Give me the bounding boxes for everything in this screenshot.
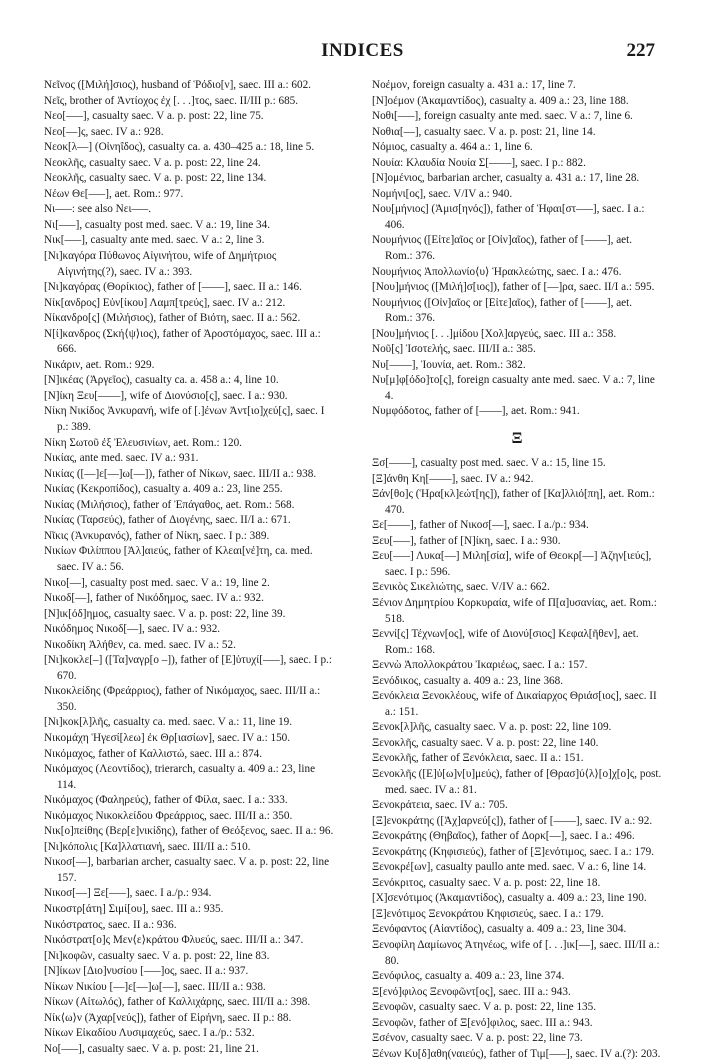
left-column [44,78,334,1057]
index-entry: [N]ίκων [Διο]νυσίου [–––]ος, saec. II a.: 937. [44,965,249,978]
index-entry: Ξευ[–––], father of [N]ίκη, saec. I a.: 930. [372,534,561,547]
section-letter: Ξ [511,430,523,448]
right-column-entries-nu [372,78,662,420]
index-entry: [Νι]κόπολις [Κα]λλατιανή, saec. III/II a.: 510. [44,840,251,853]
index-entry: Νικ[–––], casualty ante med. saec. V a.: 2, line 3. [44,234,265,247]
index-entry: Ξεννὼ Ἀπολλοκράτου Ἰκαριέως, saec. I a.: 157. [372,659,588,672]
index-entry: Νεο[––]ς, saec. IV a.: 928. [44,125,164,138]
index-entry: Νέων Θε[–––], aet. Rom.: 977. [44,187,184,200]
index-entry: Νομήνι[ος], saec. V/IV a.: 940. [372,187,513,200]
index-entry: [Νι]κοκλε[–] ([Τα]ναγρ[ο –]), father of [E]ὐτυχί[–––], saec. I p.: 670. [44,654,332,682]
index-entry: Ξενοφῶν, casualty saec. V a. p. post: 22, line 135. [372,1001,597,1014]
index-entry: Ξενοκράτεια, saec. IV a.: 705. [372,799,508,812]
index-entry: Ξσένον, casualty saec. V a. p. post: 22, line 73. [372,1032,583,1045]
index-entry: Ξενοκράτης (Κηφισιεύς), father of [Ξ]ενότιμος, saec. I a.: 179. [372,845,655,858]
index-entry: [Νου]μήνιος [. . .]μίδου [Χολ]αργεύς, saec. III a.: 358. [372,327,617,340]
index-entry: Νοῦ[ς] Ἰσοτελής, saec. III/II a.: 385. [372,343,536,356]
index-entry: Νεῖς, brother of Ἀντίοχος ἐχ [. . .]τος, saec. II/III p.: 685. [44,94,299,107]
index-entry: Νεοκ[λ––] (Οἰνηΐδος), casualty ca. a. 430–425 a.: 18, line 5. [44,141,315,154]
index-entry: Ξενοφίλη Δαμίωνος Ἀτηνέως, wife of [. . .]ικ[––], saec. III/II a.: 80. [372,938,660,967]
index-entry: Ξενοκλῆς, father of Ξενόκλεια, saec. II a.: 151. [372,752,584,765]
page-header [70,40,655,64]
index-entry: [Ξ]άνθη Κη[––––], saec. IV a.: 942. [372,472,534,485]
index-entry: Ξευ[–––] Λυκα[––] Μιλη[σία], wife of Θεοκρ[––] Ἀζην[ιεύς], saec. I p.: 596. [372,550,652,578]
index-entry: Νικόμαχος, father of Καλλιστώ, saec. III a.: 874. [44,747,263,760]
index-entry: Νίκων Νικίου [––]ε[––]ω[––], saec. III/II a.: 938. [44,980,266,993]
index-entry: Νικόδημος Νικοδ[––], saec. IV a.: 932. [44,623,221,636]
index-entry: Ξενοκ[λ]λῆς, casualty saec. V a. p. post: 22, line 109. [372,721,612,734]
index-entry: Ξενόκριτος, casualty saec. V a. p. post: 22, line 18. [372,876,601,889]
index-entry: Ξενόκλεια Ξενοκλέους, wife of Δικαίαρχος Θριάσ[ιος], saec. II a.: 151. [372,690,657,718]
index-entry: Νοθι[–––], foreign casualty ante med. saec. V a.: 7, line 6. [372,110,633,123]
page-number: 227 [626,40,655,61]
index-entry: Ξενοκρέ[ων], casualty paullo ante med. saec. V a.: 6, line 14. [372,861,647,874]
index-entry: Νι–––: see also Νει–––. [44,203,152,216]
index-entry: Ξένων Κυ[δ]αθη(ναιεύς), father of Τιμ[–––], saec. IV a.(?): 203. [372,1047,661,1060]
index-entry: [Ξ]ενότιμος Ξενοκράτου Κηφισιεύς, saec. I a.: 179. [372,907,604,920]
index-entry: Νικο[––], casualty post med. saec. V a.: 19, line 2. [44,576,270,589]
index-entry: [Νι]κοκ[λ]λῆς, casualty ca. med. saec. V a.: 11, line 19. [44,716,293,729]
index-entry: Νικόμαχος Νικοκλείδου Φρεάρριος, saec. III/II a.: 350. [44,809,293,822]
index-entry: [N]ικέας (Ἀργεῖος), casualty ca. a. 458 a.: 4, line 10. [44,374,279,387]
index-entry: Ξεννί[ς] Τέχνων[ος], wife of Διονύ[σιος] Κεφαλ[ῆθεν], aet. Rom.: 168. [372,628,639,656]
index-entry: Νο[–––], casualty saec. V a. p. post: 21, line 21. [44,1042,259,1055]
index-entry: Νικομάχη Ἡγεσί[λεω] ἐκ Θρ[ιασίων], saec. IV a.: 150. [44,731,291,744]
index-entry: Νόμιος, casualty a. 464 a.: 1, line 6. [372,141,533,154]
index-entry: Νίκ[ανδρος] Εὐν[ίκου] Λαμπ[τρεύς], saec. IV a.: 212. [44,296,286,309]
index-entry: Νικόμαχος (Λεοντίδος), trierarch, casualty a. 409 a.: 23, line 114. [44,763,316,791]
index-entry: Νίκ⟨ω⟩ν (Ἀχαρ[νεύς]), father of Εἰρήνη, saec. II p.: 88. [44,1011,292,1024]
index-entry: [Ξ]ενοκράτης ([Ἀχ]αρνεύ[ς]), father of [––––], saec. IV a.: 92. [372,814,653,827]
right-column [372,78,662,1062]
index-entry: Νικόστρατος, saec. II a.: 936. [44,918,177,931]
index-entry: Νικίων Φιλίππου [Ἀλ]αιεύς, father of Κλεαι[νέ]τη, ca. med. saec. IV a.: 56. [44,545,313,573]
index-entry: Νικίας (Μιλήσιος), father of Ἐπάγαθος, aet. Rom.: 568. [44,498,295,511]
index-entry: Ξάν[θο]ς (Ἡρα[κλ]εώτ[ης]), father of [Κα]λλιό[πη], aet. Rom.: 470. [372,488,655,516]
index-entry: N[ί]κανδρος (Σκή⟨ψ⟩ιος), father of Ἀροστόμαχος, saec. III a.: 666. [44,327,321,356]
index-entry: [Νι]καγόρας (Θορίκιος), father of [––––], saec. II a.: 146. [44,281,302,294]
index-entry: [Νι]καγόρα Πύθωνος Αἰγινήτου, wife of Δημήτριος Αἰγινήτης(?), saec. IV a.: 393. [44,250,277,278]
index-entry: Νικάριν, aet. Rom.: 929. [44,358,155,371]
index-entry: Νικίας (Κεκροπίδος), casualty a. 409 a.: 23, line 255. [44,483,283,496]
index-entry: Νίκανδρο[ς] (Μιλήσιος), father of Βιότη, saec. II a.: 562. [44,312,301,325]
right-column-entries-xi [372,456,662,1062]
index-entry: Νικοσ[––], barbarian archer, casualty saec. V a. p. post: 22, line 157. [44,856,330,884]
index-entry: Νικοδίκη Ἀλήθεν, ca. med. saec. IV a.: 52. [44,638,236,651]
index-entry: Νυ[μ]φ[όδο]το[ς], foreign casualty ante med. saec. V a.: 7, line 4. [372,374,655,402]
index-entry: Νικόστρατ[ο]ς Μεν⟨ε⟩κράτου Φλυεύς, saec. III/II a.: 347. [44,934,304,947]
index-entry: Νικοδ[––], father of Νικόδημος, saec. IV a.: 932. [44,592,264,605]
index-entry: Νικίας (Ταρσεύς), father of Διογένης, saec. II/I a.: 671. [44,514,291,527]
index-entry: Νίκων (Αἰτωλός), father of Καλλιχάρης, saec. III/II a.: 398. [44,996,311,1009]
index-entry: Νουμήνιος ([Εἰτε]αῖος or [Οἰν]αῖος), father of [––––], aet. Rom.: 376. [372,234,633,263]
index-entry: Νικόμαχος (Φαληρεύς), father of Φίλα, saec. I a.: 333. [44,794,288,807]
index-entry: Ξσ[––––], casualty post med. saec. V a.: 15, line 15. [372,457,606,470]
index-entry: [Νου]μήνιος ([Μιλή]σ[ιος]), father of [––]ρα, saec. II/I a.: 595. [372,281,655,294]
index-entry: Ξενοκλῆς, casualty saec. V a. p. post: 22, line 140. [372,736,599,749]
index-entry: [Χ]σενότιμος (Ἀκαμαντίδος), casualty a. 409 a.: 23, line 190. [372,892,647,905]
index-entry: Νίκη Νικίδος Ἀνκυρανή, wife of [.]ένων Ἀντ[ιο]χεύ[ς], saec. I p.: 389. [44,405,325,434]
index-entry: Νικίας, ante med. saec. IV a.: 931. [44,452,199,465]
index-entry: Νεοκλῆς, casualty saec. V a. p. post: 22, line 134. [44,172,267,185]
index-entry: [N]οέμον (Ἀκαμαντίδος), casualty a. 409 a.: 23, line 188. [372,94,629,107]
index-entry: [N]ομένιος, barbarian archer, casualty a. 431 a.: 17, line 28. [372,172,640,185]
index-entry: Νι[–––], casualty post med. saec. V a.: 19, line 34. [44,218,270,231]
index-entry: Νίκη Σωτοῦ ἐξ Ἐλευσινίων, aet. Rom.: 120. [44,436,242,449]
index-entry: Ξενοκράτης (Θηβαῖος), father of Δορκ[––], saec. I a.: 496. [372,830,635,843]
index-entry: Νουμήνιος ([Οἰν]αῖος or [Εἰτε]αῖος), father of [––––], aet. Rom.: 376. [372,296,633,325]
index-entry: Νικ[ο]πείθης (Βερ[ε]νικίδης), father of Θεόξενος, saec. II a.: 96. [44,825,334,838]
index-entry: Νυ[––––], Ἰουνία, aet. Rom.: 382. [372,358,526,371]
index-entry: [N]ίκη Ξευ[––––], wife of Διονύσιο[ς], saec. I a.: 930. [44,389,288,402]
index-entry: Νῖκις (Ἀνκυρανός), father of Νίκη, saec. I p.: 389. [44,529,270,542]
index-entry: Νικοκλείδης (Φρεάρριος), father of Νικόμαχος, saec. III/II a.: 350. [44,685,321,713]
index-entry: Νου[μήνιος] (Ἀμισ[ηνός]), father of Ἡφαι[στ–––], saec. I a.: 406. [372,203,645,231]
index-entry: Ξενοκλῆς ([Ε]ὐ[ω]ν[υ]μεύς), father of [Θρασ]ύ⟨λ⟩[ο]χ[ο]ς, post. med. saec. IV a.: 81. [372,767,662,796]
index-entry: Νοθια[––], casualty saec. V a. p. post: 21, line 14. [372,125,596,138]
index-entry: Νοέμον, foreign casualty a. 431 a.: 17, line 7. [372,79,576,91]
index-entry: Νίκων Εἰκαδίου Λυσιμαχεύς, saec. I a./p.: 532. [44,1027,255,1040]
index-entry: Νεῖνος ([Μιλή]σιος), husband of Ῥόδιο[ν], saec. III a.: 602. [44,79,311,91]
index-entry: [N]ικ[όδ]ημος, casualty saec. V a. p. post: 22, line 39. [44,607,286,620]
page-title: INDICES [321,40,404,61]
index-entry: Ξένιον Δημητρίου Κορκυραία, wife of Π[α]υσανίας, aet. Rom.: 518. [372,596,657,625]
index-entry: [Νι]κοφῶν, casualty saec. V a. p. post: 22, line 83. [44,949,270,962]
index-entry: Ξενόφαντος (Αἰαντίδος), casualty a. 409 a.: 23, line 304. [372,923,627,936]
index-entry: Ξενόδικος, casualty a. 409 a.: 23, line 368. [372,674,564,687]
index-entry: Ξε[––––], father of Νικοσ[––], saec. I a./p.: 934. [372,519,589,532]
index-entry: Νικοστρ[άτη] Σιμί[ου], saec. III a.: 935. [44,902,224,915]
index-entry: Νουία: Κλαυδία Νουία Σ[––––], saec. I p.: 882. [372,156,586,169]
index-entry: Νικίας ([––]ε[––]ω[––]), father of Νίκων, saec. III/II a.: 938. [44,467,317,480]
index-entry: Ξ[ενό]φιλος Ξενοφῶντ[ος], saec. III a.: 943. [372,985,571,998]
index-entry: Ξενοφῶν, father of Ξ[ενό]φιλος, saec. III a.: 943. [372,1016,593,1029]
index-entry: Νικοσ[––] Ξε[–––], saec. I a./p.: 934. [44,887,212,900]
index-entry: Ξενικὸς Σικελιώτης, saec. V/IV a.: 662. [372,581,550,594]
index-entry: Νυμφόδοτος, father of [––––], aet. Rom.: 941. [372,405,580,418]
index-entry: Νεο[–––], casualty saec. V a. p. post: 22, line 75. [44,110,264,123]
index-entry: Νεοκλῆς, casualty saec. V a. p. post: 22, line 24. [44,156,261,169]
index-entry: Ξενόφιλος, casualty a. 409 a.: 23, line 374. [372,970,565,983]
index-entry: Νουμήνιος Ἀπολλωνίο⟨υ⟩ Ἡρακλεώτης, saec. I a.: 476. [372,265,622,278]
